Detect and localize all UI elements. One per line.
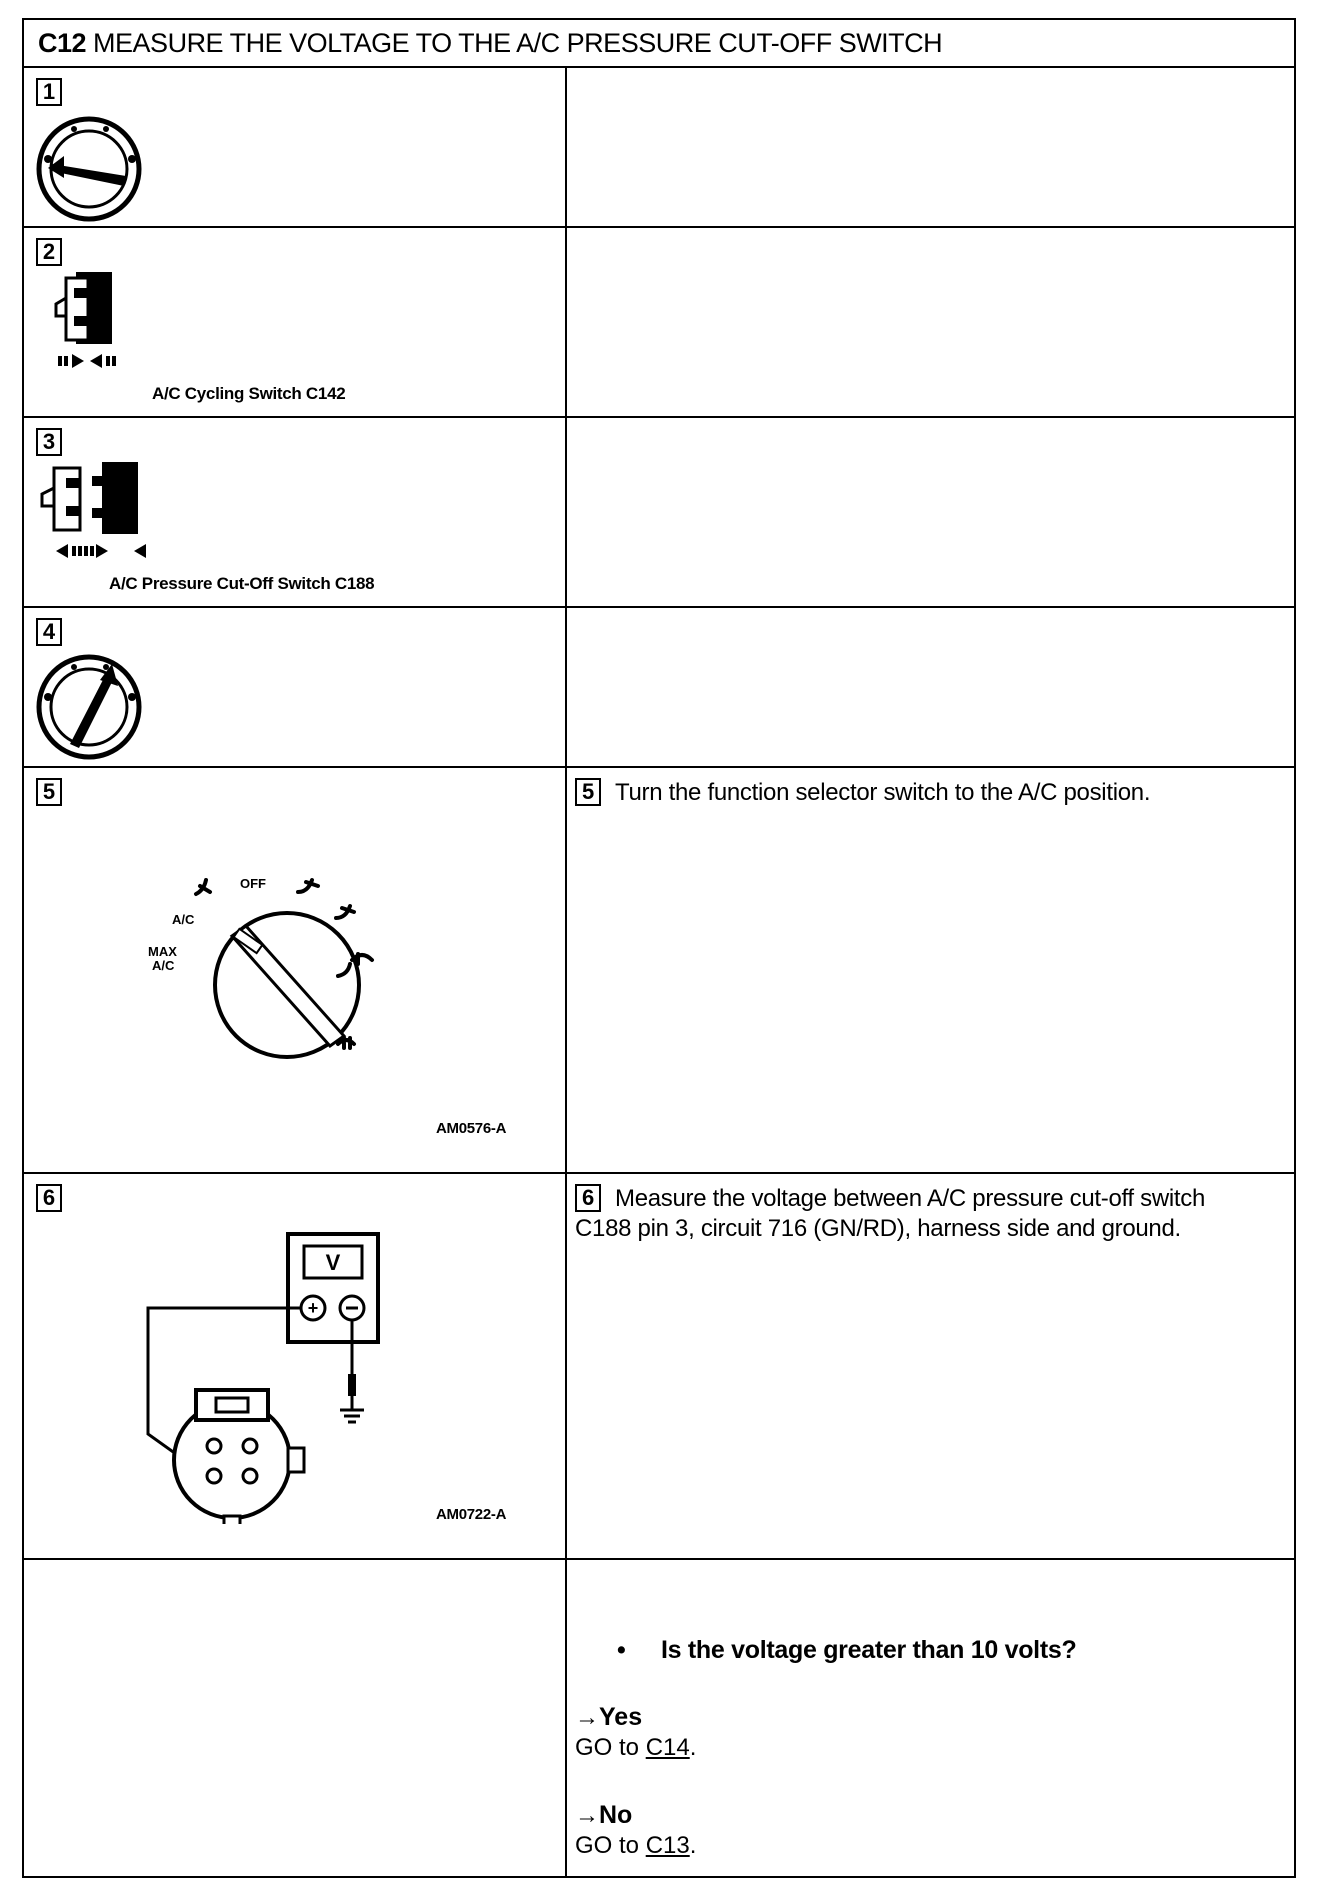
dial-label-max-ac: A/C — [152, 958, 175, 973]
step-row-4 — [24, 608, 1294, 768]
figure-id: AM0722-A — [436, 1506, 507, 1523]
step-number: 5 — [575, 778, 601, 806]
answer-yes-label: Yes — [599, 1703, 643, 1731]
procedure-code: C12 — [38, 28, 87, 58]
connector-caption: A/C Pressure Cut-Off Switch C188 — [109, 574, 375, 593]
dial-label-ac: A/C — [172, 912, 195, 927]
goto-prefix: GO to — [575, 1832, 640, 1859]
step-row-3 — [24, 418, 1294, 608]
arrow-right-icon: → — [575, 1704, 599, 1731]
goto-prefix: GO to — [575, 1734, 640, 1761]
answer-no-label: No — [599, 1801, 633, 1829]
arrow-right-icon: → — [575, 1802, 599, 1829]
ignition-on-icon — [34, 652, 144, 762]
goto-c13-link[interactable]: C13 — [645, 1832, 690, 1859]
step-number: 6 — [36, 1184, 62, 1212]
step-instruction — [575, 1184, 1215, 1244]
procedure-title-text: MEASURE THE VOLTAGE TO THE A/C PRESSURE CUT-OFF SWITCH — [93, 28, 943, 58]
step-number: 1 — [36, 78, 62, 106]
step-number: 2 — [36, 238, 62, 266]
step-number: 3 — [36, 428, 62, 456]
function-selector-dial-icon — [134, 858, 454, 1098]
step-number: 4 — [36, 618, 62, 646]
step-instruction — [575, 778, 1215, 808]
step-row-6 — [24, 1174, 1294, 1560]
step-row-1 — [24, 68, 1294, 228]
instruction-text: Turn the function selector switch to the A/C position. — [615, 779, 1151, 806]
step-row-5 — [24, 768, 1294, 1174]
procedure-table — [22, 18, 1296, 1878]
procedure-title — [24, 20, 1294, 68]
dial-label-off: OFF — [240, 876, 266, 891]
question — [617, 1636, 1076, 1665]
step-number: 5 — [36, 778, 62, 806]
answer-yes — [575, 1702, 696, 1763]
connector-caption: A/C Cycling Switch C142 — [152, 384, 346, 403]
step-row-2 — [24, 228, 1294, 418]
voltmeter-label: V — [325, 1250, 341, 1275]
question-text: Is the voltage greater than 10 volts? — [661, 1636, 1077, 1664]
connector-disconnect-icon — [44, 272, 144, 372]
dial-label-max: MAX — [148, 944, 177, 959]
goto-suffix: . — [689, 1832, 697, 1859]
svg-text:+: + — [307, 1298, 319, 1318]
instruction-text: Measure the voltage between A/C pressure cut-off switch C188 pin 3, circuit 716 (GN/RD), harness side and ground. — [575, 1185, 1206, 1242]
question-bullet: • — [617, 1636, 626, 1664]
question-row — [24, 1560, 1294, 1876]
step-number: 6 — [575, 1184, 601, 1212]
answer-no — [575, 1800, 696, 1861]
goto-suffix: . — [689, 1734, 697, 1761]
voltmeter-diagram-icon — [104, 1224, 424, 1524]
ignition-off-icon — [34, 114, 144, 224]
goto-c14-link[interactable]: C14 — [645, 1734, 690, 1761]
connector-disconnect-icon — [32, 462, 152, 562]
figure-id: AM0576-A — [436, 1120, 507, 1137]
